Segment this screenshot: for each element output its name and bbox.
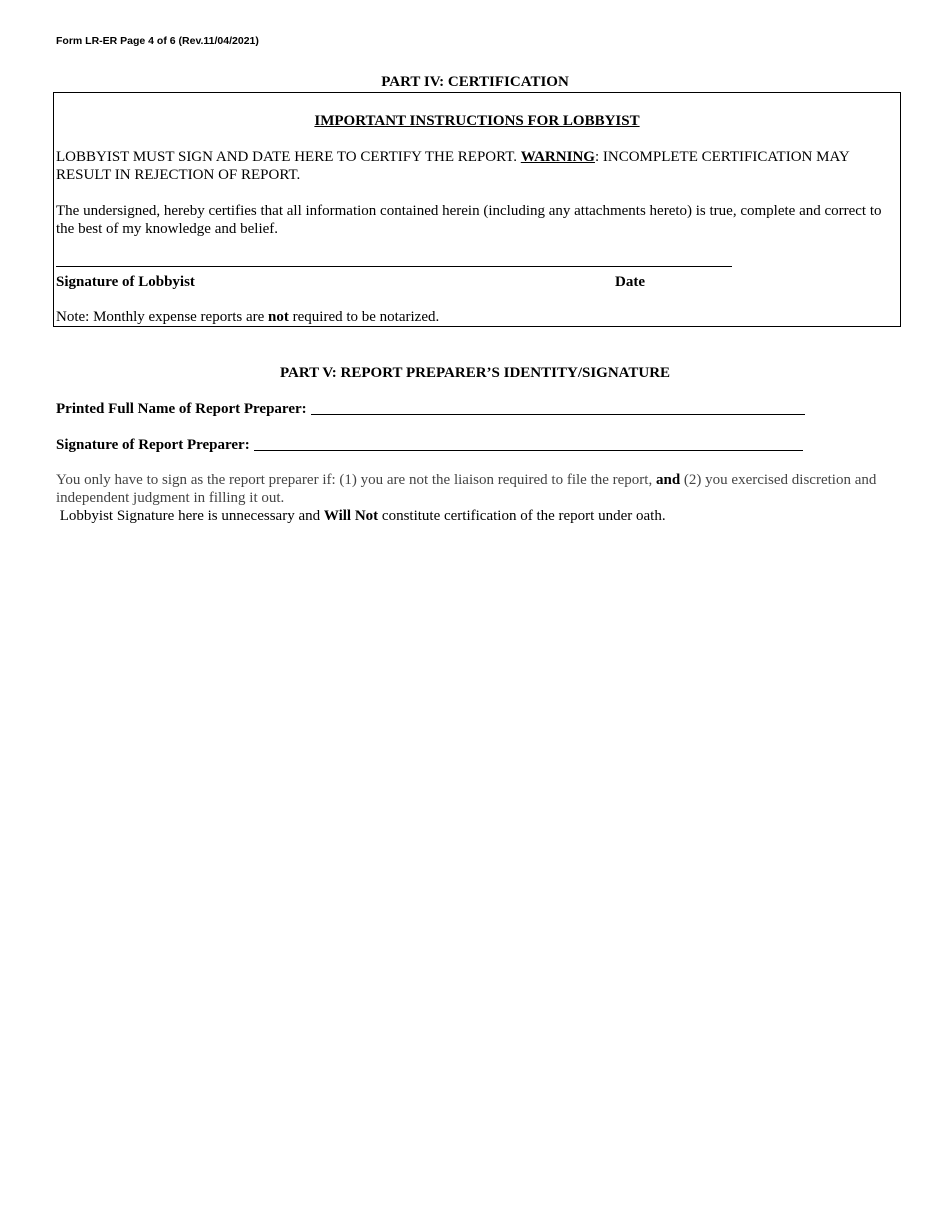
lobbyist-note: [56, 507, 898, 525]
note-bold: not: [268, 309, 289, 325]
warning-suffix: : INCOMPLETE CERTIFICATION MAY RESULT IN REJECTION OF REPORT.: [56, 149, 850, 183]
instructions-heading: IMPORTANT INSTRUCTIONS FOR LOBBYIST: [314, 113, 640, 129]
preparer-signature-row: [56, 436, 803, 454]
preparer-signature-field[interactable]: [254, 436, 803, 451]
form-id: Form LR-ER Page 4 of 6 (Rev.11/04/2021): [56, 35, 259, 47]
certification-text: The undersigned, hereby certifies that all information contained herein (including any attachments hereto) is true, complete and correct to the best of my knowledge and belief.: [56, 203, 882, 237]
preparer-note-prefix: You only have to sign as the report preparer if: (1) you are not the liaison required to file the report,: [56, 472, 656, 488]
preparer-signature-label: Signature of Report Preparer:: [56, 437, 250, 453]
preparer-name-label: Printed Full Name of Report Preparer:: [56, 401, 307, 417]
warning-word: WARNING: [520, 149, 595, 165]
preparer-name-field[interactable]: [311, 400, 805, 415]
date-label: Date: [615, 274, 645, 290]
lobbyist-note-bold: Will Not: [323, 508, 379, 524]
notary-note: [56, 309, 439, 326]
preparer-name-row: [56, 400, 805, 418]
note-prefix: Note: Monthly expense reports are: [56, 309, 269, 325]
lobbyist-signature-label: Signature of Lobbyist: [56, 274, 195, 290]
preparer-note: [56, 471, 898, 507]
warning-text: [56, 148, 898, 184]
lobbyist-note-suffix: constitute certification of the report under oath.: [378, 508, 666, 524]
part-iv-title: PART IV: CERTIFICATION: [381, 74, 569, 90]
preparer-note-bold: and: [655, 472, 681, 488]
part-v-title: PART V: REPORT PREPARER’S IDENTITY/SIGNATURE: [279, 365, 671, 381]
warning-prefix: LOBBYIST MUST SIGN AND DATE HERE TO CERTIFY THE REPORT.: [56, 149, 521, 165]
note-suffix: required to be notarized.: [288, 309, 440, 325]
preparer-note-suffix: (2) you exercised discretion and independent judgment in filling it out.: [56, 472, 877, 506]
lobbyist-signature-line[interactable]: [56, 266, 732, 267]
certification-box: [53, 92, 901, 327]
lobbyist-note-prefix: Lobbyist Signature here is unnecessary and: [56, 508, 324, 524]
